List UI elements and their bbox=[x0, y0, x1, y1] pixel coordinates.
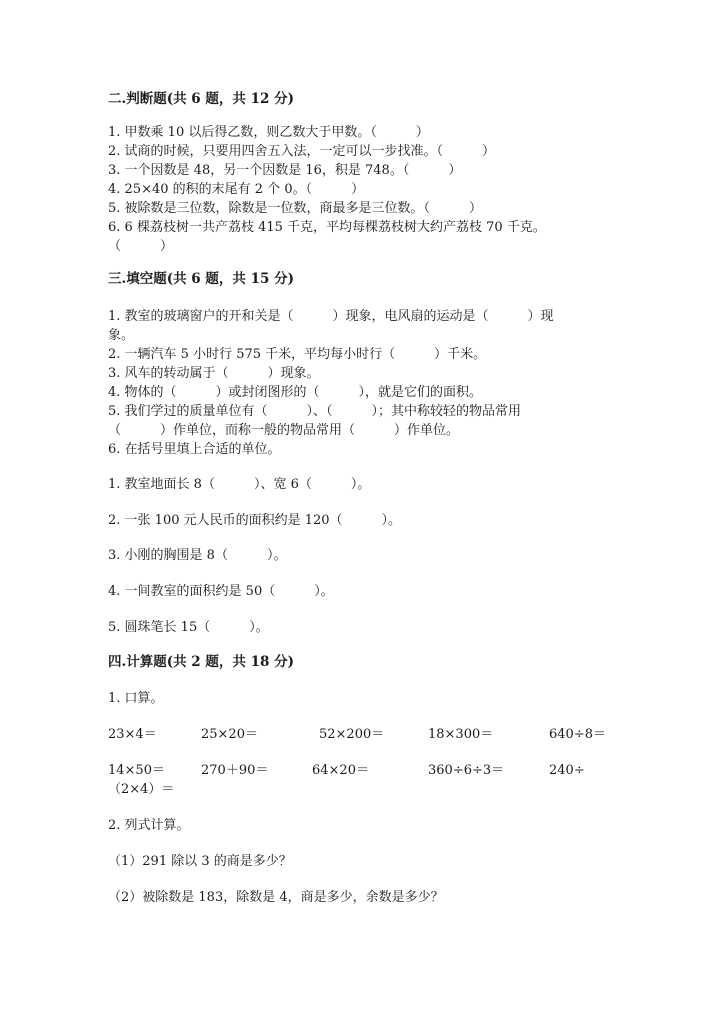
mental-calc-item: 64×20＝ bbox=[312, 763, 369, 778]
mental-calc-item-cont: （2×4）＝ bbox=[108, 782, 175, 797]
mental-calc-item: 240÷ bbox=[549, 763, 585, 778]
fill-subitem-5: 5. 圆珠笔长 15（ ）。 bbox=[108, 620, 269, 635]
calc-q2-label: 2. 列式计算。 bbox=[108, 818, 190, 833]
mental-calc-item: 640÷8＝ bbox=[549, 727, 606, 742]
fill-subitem-3: 3. 小刚的胸围是 8（ ）。 bbox=[108, 548, 287, 563]
fill-subitem-4: 4. 一间教室的面积约是 50（ ）。 bbox=[108, 584, 334, 599]
judgement-item-3: 3. 一个因数是 48，另一个因数是 16，积是 748。（ ） bbox=[108, 163, 462, 178]
fill-item-5: 5. 我们学过的质量单位有（ ）、（ ）；其中称较轻的物品常用 bbox=[108, 404, 522, 419]
section-heading-calculation: 四.计算题(共 2 题，共 18 分) bbox=[108, 654, 294, 670]
judgement-item-4: 4. 25×40 的积的末尾有 2 个 0。（ ） bbox=[108, 182, 365, 197]
judgement-item-2: 2. 试商的时候，只要用四舍五入法，一定可以一步找准。（ ） bbox=[108, 144, 496, 159]
calc-q2-item-1: （1）291 除以 3 的商是多少？ bbox=[108, 854, 292, 869]
mental-calc-item: 14×50＝ bbox=[108, 763, 165, 778]
fill-item-5-cont: （ ）作单位，而称一般的物品常用（ ）作单位。 bbox=[108, 423, 460, 438]
fill-item-6: 6. 在括号里填上合适的单位。 bbox=[108, 442, 281, 457]
mental-calc-item: 360÷6÷3＝ bbox=[428, 763, 505, 778]
fill-item-2: 2. 一辆汽车 5 小时行 575 千米，平均每小时行（ ）千米。 bbox=[108, 347, 487, 362]
section-heading-judgement: 二.判断题(共 6 题，共 12 分) bbox=[108, 91, 294, 107]
calc-q2-item-2: （2）被除数是 183，除数是 4，商是多少，余数是多少？ bbox=[108, 890, 444, 905]
judgement-item-6-answer: （ ） bbox=[108, 239, 174, 254]
calc-q1-label: 1. 口算。 bbox=[108, 691, 164, 706]
fill-subitem-1: 1. 教室地面长 8（ ）、宽 6（ ）。 bbox=[108, 477, 371, 492]
section-heading-fill-blank: 三.填空题(共 6 题，共 15 分) bbox=[108, 271, 294, 287]
mental-calc-item: 23×4＝ bbox=[108, 727, 157, 742]
fill-item-4: 4. 物体的（ ）或封闭图形的（ ），就是它们的面积。 bbox=[108, 385, 483, 400]
mental-calc-item: 270＋90＝ bbox=[201, 763, 269, 778]
fill-item-1: 1. 教室的玻璃窗户的开和关是（ ）现象，电风扇的运动是（ ）现 bbox=[108, 309, 554, 324]
judgement-item-6: 6. 6 棵荔枝树一共产荔枝 415 千克，平均每棵荔枝树大约产荔枝 70 千克。 bbox=[108, 220, 546, 235]
mental-calc-item: 52×200＝ bbox=[319, 727, 385, 742]
mental-calc-item: 25×20＝ bbox=[201, 727, 258, 742]
judgement-item-1: 1. 甲数乘 10 以后得乙数，则乙数大于甲数。（ ） bbox=[108, 125, 429, 140]
fill-item-3: 3. 风车的转动属于（ ）现象。 bbox=[108, 366, 320, 381]
fill-subitem-2: 2. 一张 100 元人民币的面积约是 120（ ）。 bbox=[108, 513, 402, 528]
mental-calc-item: 18×300＝ bbox=[428, 727, 494, 742]
fill-item-1-cont: 象。 bbox=[108, 328, 135, 343]
judgement-item-5: 5. 被除数是三位数，除数是一位数，商最多是三位数。（ ） bbox=[108, 201, 483, 216]
